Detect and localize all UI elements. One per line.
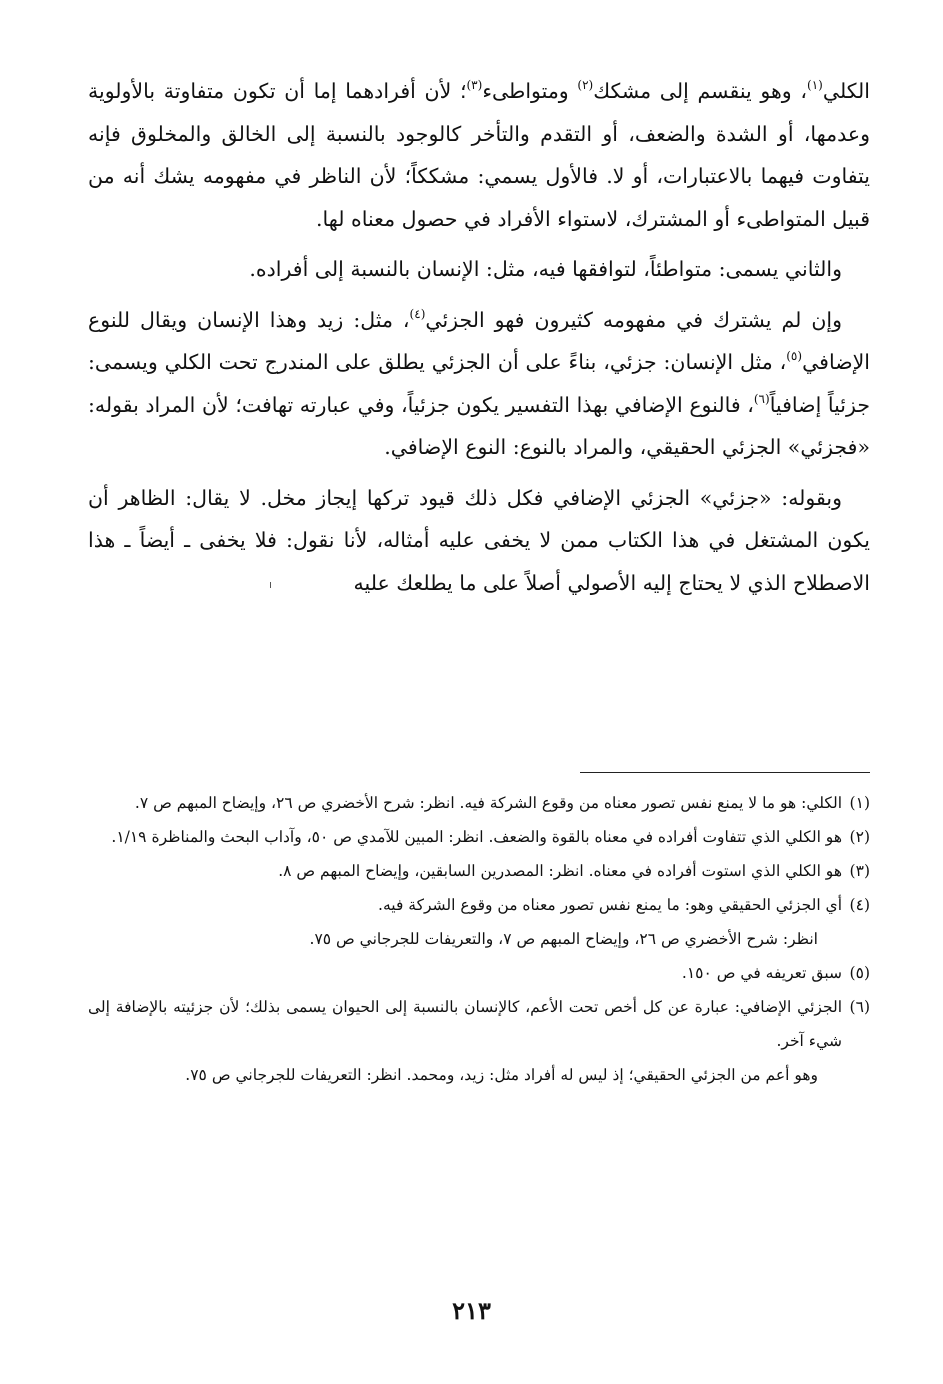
footnote-6-continuation: وهو أعم من الجزئي الحقيقي؛ إذ ليس له أفراد مثل: زيد، ومحمد. انظر: التعريفات للجرجاني ص ٧٥. xyxy=(185,1066,818,1084)
footnote-5 xyxy=(88,956,870,990)
footnote-ref-3[interactable]: (٣) xyxy=(466,78,483,92)
footnote-number: (٢) xyxy=(849,828,870,846)
footnote-ref-5[interactable]: (٥) xyxy=(786,349,803,363)
footnote-separator xyxy=(88,772,870,773)
footnote-text: أي الجزئي الحقيقي وهو: ما يمنع نفس تصور معناه من وقوع الشركة فيه. xyxy=(378,896,842,914)
footnote-number: (٦) xyxy=(849,998,870,1016)
text-run: الكلي xyxy=(822,79,870,103)
footnote-text: سبق تعريفه في ص ١٥٠. xyxy=(681,964,842,982)
main-text xyxy=(88,70,870,604)
paragraph-1 xyxy=(88,70,870,240)
footnote-4-continuation: انظر: شرح الأخضري ص ٢٦، وإيضاح المبهم ص ٧، والتعريفات للجرجاني ص ٧٥. xyxy=(309,930,818,948)
footnote-ref-6[interactable]: (٦) xyxy=(753,391,770,406)
footnote-1 xyxy=(88,786,870,820)
paragraph-2: والثاني يسمى: متواطئاً، لتوافقها فيه، مثل: الإنسان بالنسبة إلى أفراده. xyxy=(249,257,842,281)
footnote-number: (٤) xyxy=(849,896,870,914)
footnote-text: هو الكلي الذي تتفاوت أفراده في معناه بالقوة والضعف. انظر: المبين للآمدي ص ٥٠، وآداب البحث والمناظرة ١/١٩. xyxy=(111,828,842,846)
footnote-ref-4[interactable]: (٤) xyxy=(409,306,426,321)
stray-mark xyxy=(270,582,271,588)
text-run: ، مثل الإنسان: جزئي، بناءً على أن الجزئي يطلق على المندرج تحت الكلي ويسمى: جزئياً إضافياً xyxy=(88,350,871,417)
text-run: ؛ لأن أفرادهما إما أن تكون متفاوتة بالأولوية وعدمها، أو الشدة والضعف، أو التقدم والتأخر كالوجود بالنسبة إلى الخالق والمخلوق فإنه يتفاوت فيهما بالاعتبارات، أو لا. فالأول يسمي: مشككاً؛ لأن الناظر في مفهومه يشك أنه من قبيل المتواطىء أو المشترك، لاستواء الأفراد في حصول معناه لها. xyxy=(88,79,870,231)
page-number: ٢١٣ xyxy=(452,1296,491,1325)
footnotes xyxy=(88,786,870,1092)
paragraph-4: وبقوله: «جزئي» الجزئي الإضافي فكل ذلك قيود تركها إيجاز مخل. لا يقال: الظاهر أن يكون المشتغل في هذا الكتاب ممن لا يخفى عليه أمثاله، لأنا نقول: فلا يخفى ـ أيضاً ـ هذا الاصطلاح الذي لا يحتاج إليه الأصولي أصلاً على ما يطلعك عليه xyxy=(88,485,870,595)
footnote-3 xyxy=(88,854,870,888)
footnote-text: الجزئي الإضافي: عبارة عن كل أخص تحت الأعم، كالإنسان بالنسبة إلى الحيوان يسمى بذلك؛ لأن جزئيته بالإضافة إلى شيء آخر. xyxy=(88,998,842,1050)
footnote-4 xyxy=(88,888,870,922)
text-run: ، وهو ينقسم إلى مشكك xyxy=(593,79,808,103)
footnote-6 xyxy=(88,990,870,1058)
footnote-ref-1[interactable]: (١) xyxy=(807,78,823,92)
text-run: ، مثل: زيد وهذا الإنسان ويقال للنوع الإضافي xyxy=(88,307,870,374)
footnote-2 xyxy=(88,820,870,854)
footnote-number: (١) xyxy=(849,794,870,812)
footnote-number: (٣) xyxy=(849,862,870,880)
separator-line xyxy=(580,772,870,773)
text-run: ، فالنوع الإضافي بهذا التفسير يكون جزئياً، وفي عبارته تهافت؛ لأن المراد بقوله: «فجزئي» الجزئي الحقيقي، والمراد بالنوع: النوع الإضافي. xyxy=(88,392,870,459)
footnote-number: (٥) xyxy=(849,964,870,982)
text-run: وإن لم يشترك في مفهومه كثيرون فهو الجزئي xyxy=(425,307,843,332)
paragraph-3 xyxy=(88,299,870,469)
text-run: ومتواطىء xyxy=(482,79,578,103)
footnote-text: الكلي: هو ما لا يمنع نفس تصور معناه من وقوع الشركة فيه. انظر: شرح الأخضري ص ٢٦، وإيضاح المبهم ص ٧. xyxy=(134,794,842,812)
footnote-text: هو الكلي الذي استوت أفراده في معناه. انظر: المصدرين السابقين، وإيضاح المبهم ص ٨. xyxy=(278,862,842,880)
footnote-ref-2[interactable]: (٢) xyxy=(577,78,594,92)
